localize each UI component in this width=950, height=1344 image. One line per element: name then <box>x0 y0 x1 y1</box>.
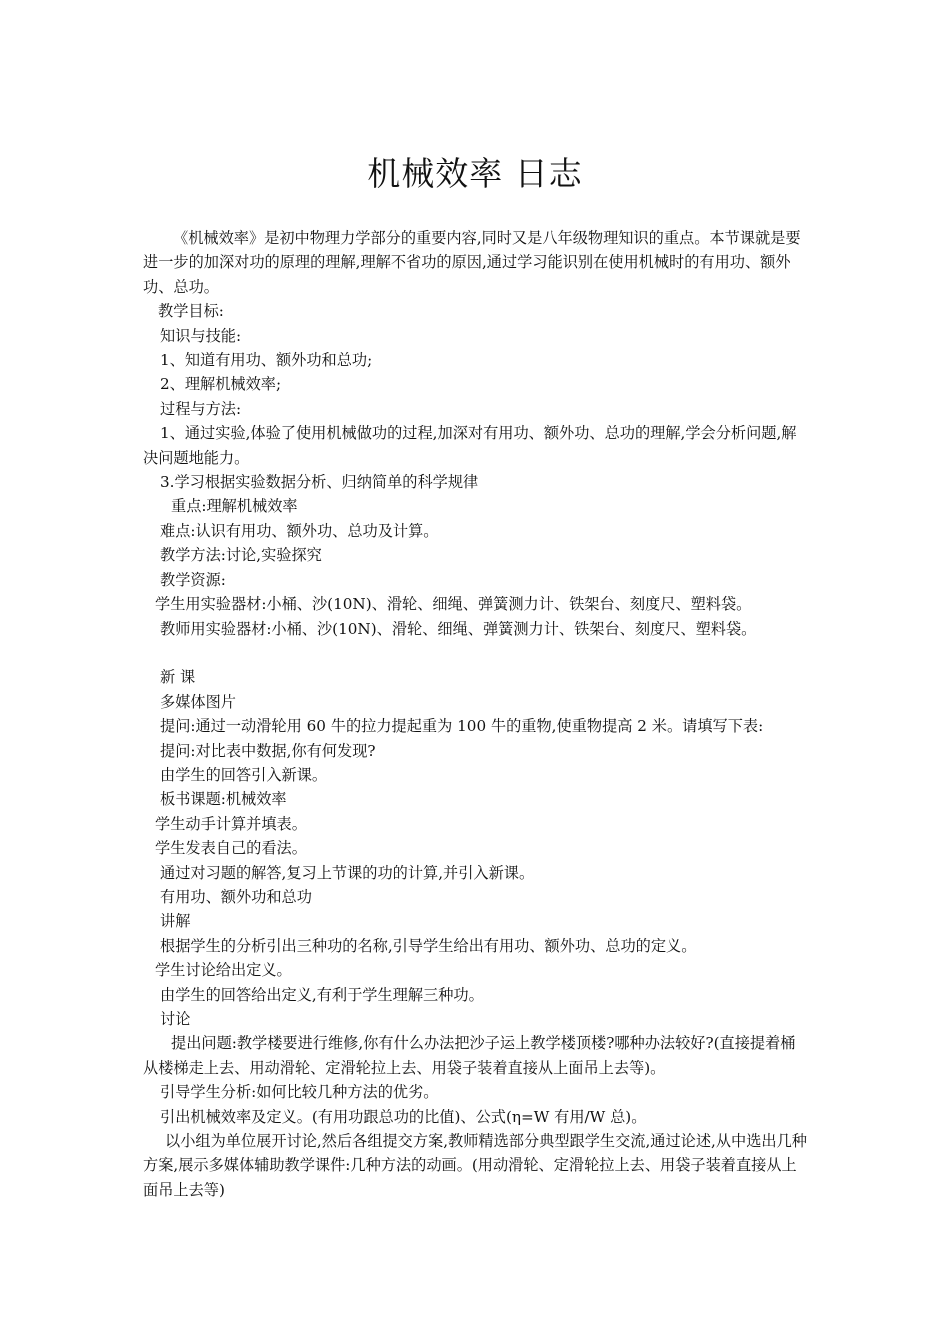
paragraph-teaching-resources: 教学资源: <box>160 570 226 589</box>
paragraph-student-calc: 学生动手计算并填表。 <box>155 814 307 833</box>
paragraph-board-title: 板书课题:机械效率 <box>160 790 287 809</box>
paragraph-process-item-1: 1、通过实验,体验了使用机械做功的过程,加深对有用功、额外功、总功的理解,学会分析问题,解决问题地能力。 <box>143 424 797 467</box>
paragraph-derive-names: 根据学生的分析引出三种功的名称,引导学生给出有用功、额外功、总功的定义。 <box>160 936 697 955</box>
paragraph-teaching-method: 教学方法:讨论,实验探究 <box>160 546 322 565</box>
paragraph-work-types: 有用功、额外功和总功 <box>160 887 312 906</box>
paragraph-new-lesson: 新 课 <box>160 668 196 687</box>
paragraph-question-2: 提问:对比表中数据,你有何发现? <box>160 741 376 760</box>
page-title: 机械效率 日志 <box>367 154 583 194</box>
paragraph-teacher-equipment: 教师用实验器材:小桶、沙(10N)、滑轮、细绳、弹簧测力计、铁架台、刻度尺、塑料袋。 <box>160 619 757 638</box>
paragraph-teaching-goals: 教学目标: <box>158 302 224 321</box>
paragraph-multimedia: 多媒体图片 <box>160 692 236 711</box>
paragraph-question-1: 提问:通过一动滑轮用 60 牛的拉力提起重为 100 牛的重物,使重物提高 2 米。请填写下表: <box>160 717 764 736</box>
paragraph-review: 通过对习题的解答,复习上节课的功的计算,并引入新课。 <box>160 863 535 882</box>
blank-line <box>143 641 810 665</box>
paragraph-student-views: 学生发表自己的看法。 <box>155 839 307 858</box>
paragraph-raise-question: 提出问题:教学楼要进行维修,你有什么办法把沙子运上教学楼顶楼?哪种办法较好?(直接提着桶从楼梯走上去、用动滑轮、定滑轮拉上去、用袋子装着直接从上面吊上去等)。 <box>143 1034 796 1077</box>
paragraph-key-point: 重点:理解机械效率 <box>171 497 298 516</box>
document-body <box>143 226 810 1202</box>
paragraph-process-method: 过程与方法: <box>160 399 242 418</box>
paragraph-guide-analysis: 引导学生分析:如何比较几种方法的优劣。 <box>160 1083 439 1102</box>
paragraph-explain: 讲解 <box>160 912 191 931</box>
paragraph-efficiency-formula: 引出机械效率及定义。(有用功跟总功的比值)、公式(η=W 有用/W 总)。 <box>160 1107 647 1126</box>
paragraph-discussion: 讨论 <box>160 1009 191 1028</box>
paragraph-group-discussion: 以小组为单位展开讨论,然后各组提交方案,教师精选部分典型跟学生交流,通过论述,从中选出几种方案,展示多媒体辅助教学课件:几种方法的动画。(用动滑轮、定滑轮拉上去、用袋子装着直接从上面吊上去等) <box>143 1132 807 1199</box>
paragraph-define: 由学生的回答给出定义,有利于学生理解三种功。 <box>160 985 484 1004</box>
paragraph-item-2: 2、理解机械效率; <box>160 375 282 394</box>
paragraph-item-1: 1、知道有用功、额外功和总功; <box>160 351 373 370</box>
paragraph-difficulty: 难点:认识有用功、额外功、总功及计算。 <box>160 521 439 540</box>
paragraph-process-item-3: 3.学习根据实验数据分析、归纳简单的科学规律 <box>160 473 479 492</box>
paragraph-student-discuss: 学生讨论给出定义。 <box>155 961 292 980</box>
paragraph-introduce-lesson: 由学生的回答引入新课。 <box>160 765 328 784</box>
paragraph-knowledge-skills: 知识与技能: <box>160 326 242 345</box>
paragraph-intro: 《机械效率》是初中物理力学部分的重要内容,同时又是八年级物理知识的重点。本节课就是要进一步的加深对功的原理的理解,理解不省功的原因,通过学习能识别在使用机械时的有用功、额外功、总功。 <box>143 229 801 296</box>
paragraph-student-equipment: 学生用实验器材:小桶、沙(10N)、滑轮、细绳、弹簧测力计、铁架台、刻度尺、塑料袋。 <box>155 595 752 614</box>
